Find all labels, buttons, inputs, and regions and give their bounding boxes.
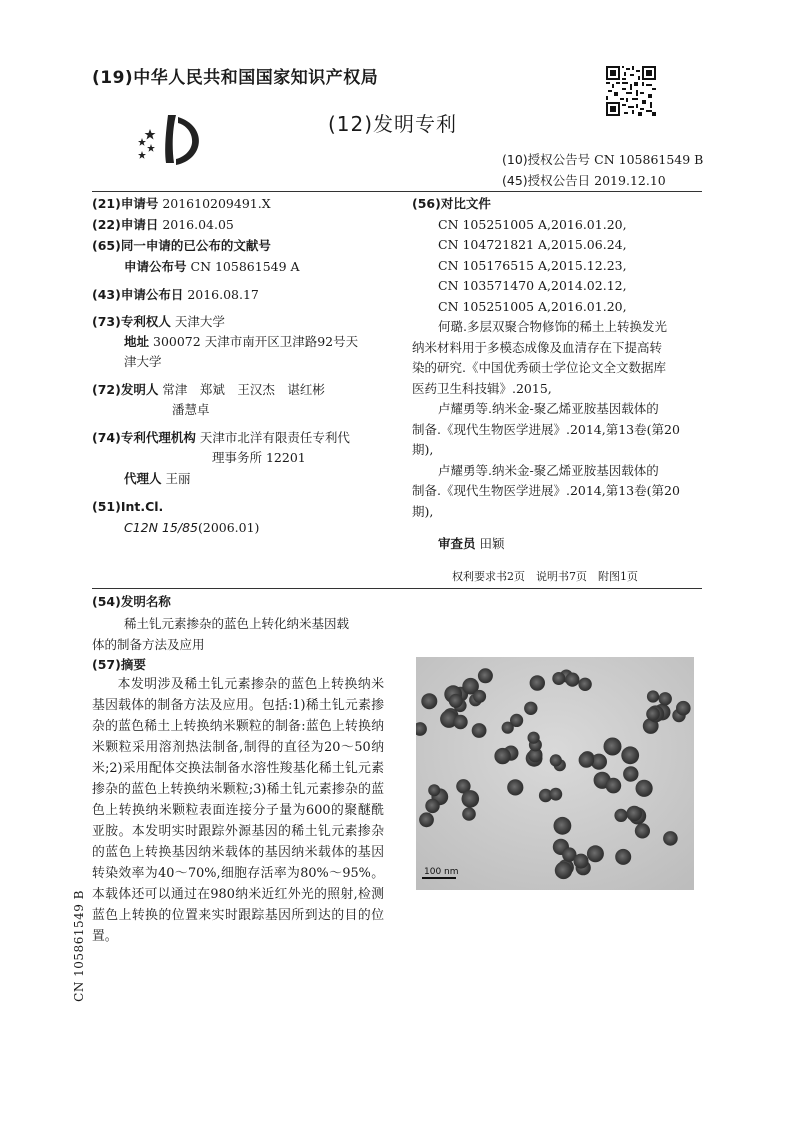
ref-b-line-3: 期), — [412, 442, 434, 457]
nanoparticle-image — [416, 657, 694, 890]
nanoparticle — [578, 678, 591, 691]
refs-label: (56)对比文件 — [412, 196, 491, 211]
title-label: (54)发明名称 — [92, 594, 171, 609]
title-block — [92, 592, 392, 675]
ref-cn-2: CN 104721821 A,2015.06.24, — [438, 237, 627, 252]
intcl-date: (2006.01) — [197, 520, 260, 535]
ref-cn-3: CN 105176515 A,2015.12.23, — [438, 257, 627, 273]
nanoparticle — [676, 701, 691, 716]
nanoparticle — [550, 754, 562, 766]
app-no-label: (21)申请号 — [92, 196, 159, 211]
agency-label: (74)专利代理机构 — [92, 430, 196, 445]
header-divider — [92, 191, 702, 192]
nanoparticle — [494, 748, 510, 764]
agent: 王丽 — [165, 471, 191, 486]
ref-c-line-2: 制备.《现代生物医学进展》.2014,第13卷(第20 — [412, 483, 680, 498]
patentee: 天津大学 — [174, 314, 225, 329]
bibliographic-right — [412, 194, 712, 555]
nanoparticle — [636, 780, 653, 797]
nanoparticle — [462, 790, 480, 808]
nanoparticle — [646, 707, 660, 721]
app-date: 2016.04.05 — [162, 217, 234, 232]
address-label: 地址 — [124, 334, 150, 349]
nanoparticle — [462, 807, 476, 821]
ref-b-line-2: 制备.《现代生物医学进展》.2014,第13卷(第20 — [412, 421, 680, 437]
nanoparticle — [473, 690, 486, 703]
nanoparticle — [419, 812, 434, 827]
ref-b-line-1: 卢耀勇等.纳米金-聚乙烯亚胺基因载体的 — [438, 401, 659, 416]
nanoparticle — [425, 799, 439, 813]
nanoparticle — [626, 806, 642, 822]
nanoparticle — [615, 849, 631, 865]
ref-cn-5: CN 105251005 A,2016.01.20, — [438, 298, 627, 314]
grant-number-label: (10)授权公告号 — [502, 152, 591, 167]
nanoparticle — [453, 715, 467, 729]
nanoparticle — [428, 784, 440, 796]
ref-c-line-3: 期), — [412, 503, 434, 519]
nanoparticle — [478, 668, 493, 683]
nanoparticle — [604, 738, 622, 756]
grant-number-row — [502, 150, 703, 168]
abstract-text: 本发明涉及稀土钆元素掺杂的蓝色上转换纳米基因载体的制备方法及应用。包括:1)稀土钆元素掺杂的蓝色稀土上转换纳米颗粒的制备:蓝色上转换纳米颗粒采用溶剂热法制备,制得的直径为20～50纳米;2)采用配体交换法制备水溶性羧基化稀土钆元素掺杂的蓝色上转换纳米颗粒;3)稀土钆元素掺杂的蓝色上转换纳米颗粒表面连接分子量为600的聚醚酰亚胺。本发明实时跟踪外源基因的稀土钆元素掺杂的蓝色上转换基因纳米载体的基因纳米载体的基因转染效率为40～70%,细胞存活率为80%～95%。本载体还可以通过在980纳米近红外光的照射,检测蓝色上转换的位置来实时跟踪基因所到达的目的位置。 — [92, 677, 384, 944]
nanoparticle — [507, 779, 523, 795]
nanoparticle — [555, 862, 572, 879]
nanoparticle — [574, 854, 589, 869]
address-line-2: 津大学 — [124, 354, 162, 369]
nanoparticle — [565, 673, 579, 687]
intcl-label: (51)Int.Cl. — [92, 499, 164, 514]
nanoparticle — [530, 675, 545, 690]
abstract-label: (57)摘要 — [92, 656, 146, 672]
scale-bar-label: 100 nm — [424, 867, 459, 877]
document-type: (12)发明专利 — [328, 112, 458, 136]
ref-cn-1: CN 105251005 A,2016.01.20, — [438, 216, 627, 232]
intcl-code: C12N 15/85 — [124, 520, 198, 535]
invention-title-line-1: 稀土钆元素掺杂的蓝色上转化纳米基因载 — [124, 615, 350, 631]
agent-label: 代理人 — [124, 471, 162, 486]
address-line-1: 300072 天津市南开区卫津路92号天 — [153, 334, 359, 349]
grant-date: 2019.12.10 — [594, 173, 666, 188]
pub-date-label: (43)申请公布日 — [92, 287, 184, 302]
nanoparticle — [635, 823, 650, 838]
nanoparticle — [614, 809, 627, 822]
ref-cn-4: CN 103571470 A,2014.02.12, — [438, 278, 627, 293]
nanoparticle — [449, 694, 463, 708]
nanoparticle — [554, 817, 572, 835]
nanoparticle — [647, 690, 659, 702]
app-no: 201610209491.X — [162, 196, 271, 211]
pub-date: 2016.08.17 — [187, 287, 259, 302]
agency-line-1: 天津市北洋有限责任专利代 — [199, 430, 350, 445]
ref-a-line-4: 医药卫生科技辑》.2015, — [412, 380, 552, 396]
nanoparticle — [587, 845, 604, 862]
grant-date-row — [502, 171, 666, 189]
examiner: 田颖 — [479, 536, 505, 551]
nanoparticle — [421, 693, 437, 709]
inventors-line-2: 潘慧卓 — [172, 402, 210, 417]
nanoparticle — [659, 692, 672, 705]
nanoparticle — [549, 788, 562, 801]
body-divider — [92, 588, 702, 589]
nanoparticle — [623, 766, 638, 781]
office-name: (19)中华人民共和国国家知识产权局 — [92, 68, 379, 88]
nanoparticle — [621, 746, 639, 764]
nanoparticle — [528, 732, 540, 744]
ref-a-line-2: 纳米材料用于多模态成像及血清存在下提高转 — [412, 339, 663, 355]
agency-line-2: 理事务所 12201 — [212, 450, 306, 465]
inventors-label: (72)发明人 — [92, 382, 159, 397]
pub-no: CN 105861549 A — [190, 259, 300, 274]
patentee-label: (73)专利权人 — [92, 314, 171, 329]
nanoparticle — [606, 778, 622, 794]
scale-bar — [422, 877, 456, 879]
app-date-label: (22)申请日 — [92, 217, 159, 232]
side-document-code: CN 105861549 B — [72, 890, 86, 1002]
pub-no-label: 申请公布号 — [124, 259, 187, 274]
ref-a-line-3: 染的研究.《中国优秀硕士学位论文全文数据库 — [412, 360, 666, 375]
nanoparticle — [502, 722, 514, 734]
examiner-label: 审查员 — [438, 536, 476, 551]
inventors-line-1: 常津 郑斌 王汉杰 谌红彬 — [162, 382, 325, 397]
invention-title-line-2: 体的制备方法及应用 — [92, 636, 205, 652]
grant-date-label: (45)授权公告日 — [502, 173, 591, 188]
tem-micrograph — [416, 657, 694, 890]
nanoparticle — [579, 752, 595, 768]
qr-code-icon — [606, 66, 656, 116]
nanoparticle — [472, 723, 487, 738]
ref-c-line-1: 卢耀勇等.纳米金-聚乙烯亚胺基因载体的 — [438, 462, 659, 478]
page-counts: 权利要求书2页 说明书7页 附图1页 — [452, 570, 638, 583]
nanoparticle — [552, 672, 565, 685]
sipo-logo-icon — [130, 107, 210, 167]
bibliographic-left — [92, 194, 402, 539]
prior-pub-label: (65)同一申请的已公布的文献号 — [92, 238, 271, 253]
nanoparticle — [663, 831, 678, 846]
nanoparticle — [524, 702, 537, 715]
grant-number: CN 105861549 B — [594, 152, 704, 167]
ref-a-line-1: 何璐.多层双聚合物修饰的稀土上转换发光 — [438, 319, 667, 334]
